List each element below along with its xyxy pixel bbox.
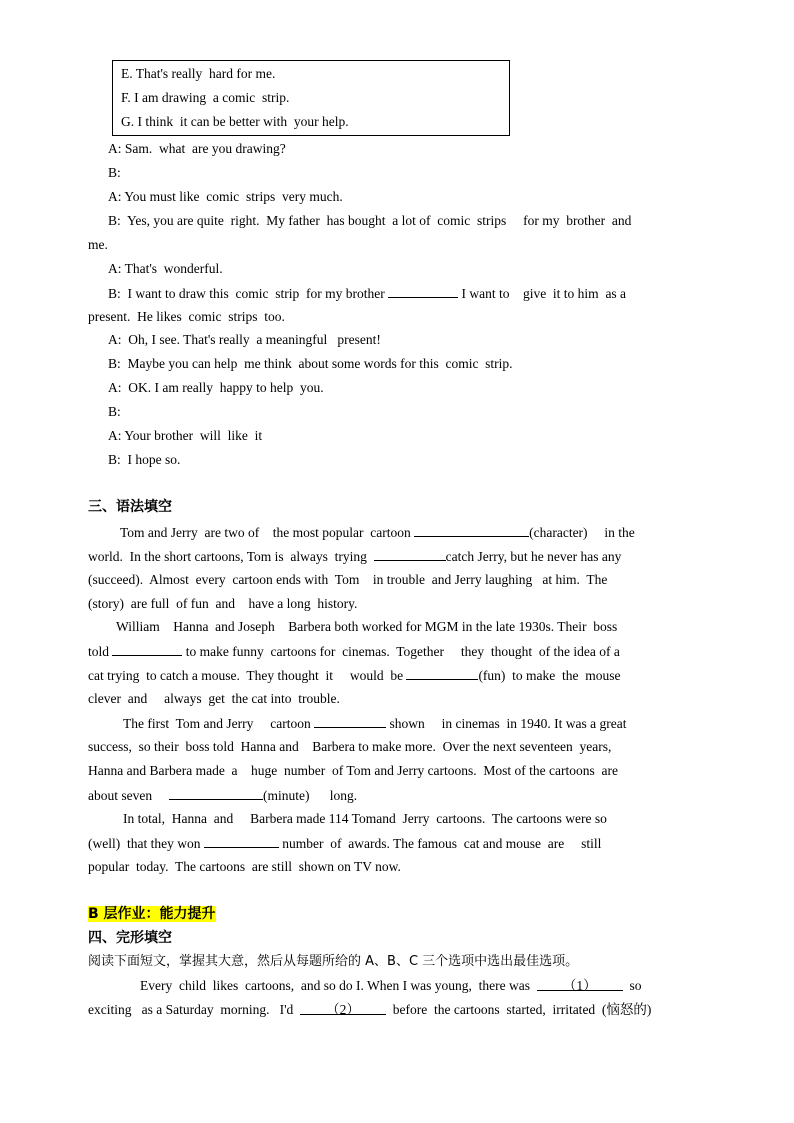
passage-line bbox=[88, 547, 621, 566]
dialogue-line bbox=[108, 284, 626, 303]
passage-text: The first Tom and Jerry cartoon bbox=[123, 716, 315, 731]
instruction-text: 阅读下面短文，掌握其大意，然后从每题所给的 A、B、C 三个选项中选出最佳选项。 bbox=[88, 954, 579, 969]
dialogue-text: I want to give it to him as a bbox=[458, 286, 627, 301]
option-g: G. I think it can be better with your help. bbox=[121, 114, 349, 129]
passage-line bbox=[120, 523, 635, 542]
dialogue-line: A: You must like comic strips very much. bbox=[108, 189, 343, 204]
dialogue-text: B: I want to draw this comic strip for my brother bbox=[108, 286, 389, 301]
dialogue-line: me. bbox=[88, 237, 108, 252]
highlighted-label: B 层作业：能力提升 bbox=[88, 906, 216, 922]
dialogue-line: A: Sam. what are you drawing? bbox=[108, 141, 286, 156]
passage-text: (fun) to make the mouse bbox=[478, 668, 621, 683]
passage-line: popular today. The cartoons are still shown on TV now. bbox=[88, 859, 401, 874]
cloze-blank-2[interactable]: （2） bbox=[300, 1001, 386, 1015]
passage-text: cat trying to catch a mouse. They thought it would be bbox=[88, 668, 407, 683]
passage-line: success, so their boss told Hanna and Barbera to make more. Over the next seventeen years, bbox=[88, 739, 612, 754]
dialogue-line: A: Oh, I see. That's really a meaningful present! bbox=[108, 332, 381, 347]
dialogue-line: A: Your brother will like it bbox=[108, 428, 263, 443]
passage-text: so bbox=[622, 978, 642, 993]
passage-text: world. In the short cartoons, Tom is always trying bbox=[88, 549, 374, 564]
passage-line bbox=[123, 714, 626, 733]
dialogue-line: B: Maybe you can help me think about some words for this comic strip. bbox=[108, 356, 513, 371]
passage-text: (minute) long. bbox=[262, 788, 358, 803]
dialogue-line: A: OK. I am really happy to help you. bbox=[108, 380, 324, 395]
passage-text: about seven bbox=[88, 788, 169, 803]
answer-blank[interactable] bbox=[374, 547, 446, 561]
dialogue-line: B: Yes, you are quite right. My father has bought a lot of comic strips for my brother and bbox=[108, 213, 632, 228]
passage-line: clever and always get the cat into trouble. bbox=[88, 691, 340, 706]
passage-line bbox=[88, 834, 601, 853]
passage-text: before the cartoons started, irritated (恼怒的) bbox=[386, 1002, 652, 1017]
passage-line bbox=[88, 786, 357, 805]
answer-blank[interactable] bbox=[414, 523, 529, 537]
answer-blank[interactable] bbox=[314, 714, 386, 728]
passage-text: to make funny cartoons for cinemas. Together they thought of the idea of a bbox=[182, 644, 620, 659]
dialogue-line: B: bbox=[108, 404, 121, 419]
passage-line bbox=[88, 666, 621, 685]
homework-level-label bbox=[88, 905, 216, 923]
answer-blank[interactable] bbox=[112, 642, 182, 656]
answer-blank[interactable] bbox=[388, 284, 458, 298]
passage-text: Every child likes cartoons, and so do I. When I was young, there was bbox=[140, 978, 537, 993]
option-f: F. I am drawing a comic strip. bbox=[121, 90, 290, 105]
dialogue-line: B: bbox=[108, 165, 121, 180]
passage-text: catch Jerry, but he never has any bbox=[445, 549, 622, 564]
answer-blank[interactable] bbox=[406, 666, 478, 680]
dialogue-line: B: I hope so. bbox=[108, 452, 181, 467]
passage-text: (well) that they won bbox=[88, 836, 204, 851]
answer-blank[interactable] bbox=[169, 786, 263, 800]
passage-line: In total, Hanna and Barbera made 114 Tomand Jerry cartoons. The cartoons were so bbox=[123, 811, 607, 826]
passage-line bbox=[88, 642, 620, 661]
passage-text: number of awards. The famous cat and mouse are still bbox=[278, 836, 602, 851]
passage-text: exciting as a Saturday morning. I'd bbox=[88, 1002, 301, 1017]
passage-line bbox=[88, 1001, 651, 1019]
passage-line bbox=[140, 977, 642, 995]
passage-line: Hanna and Barbera made a huge number of Tom and Jerry cartoons. Most of the cartoons are bbox=[88, 763, 619, 778]
passage-line: William Hanna and Joseph Barbera both worked for MGM in the late 1930s. Their boss bbox=[116, 619, 618, 634]
section-title: 四、完形填空 bbox=[88, 930, 172, 946]
passage-text: told bbox=[88, 644, 113, 659]
option-e: E. That's really hard for me. bbox=[121, 66, 276, 81]
passage-text: (character) in the bbox=[529, 525, 635, 540]
passage-text: Tom and Jerry are two of the most popular cartoon bbox=[120, 525, 415, 540]
dialogue-line: A: That's wonderful. bbox=[108, 261, 223, 276]
passage-line: (succeed). Almost every cartoon ends with Tom in trouble and Jerry laughing at him. The bbox=[88, 572, 608, 587]
section-title: 三、语法填空 bbox=[88, 499, 172, 515]
dialogue-line: present. He likes comic strips too. bbox=[88, 309, 285, 324]
answer-blank[interactable] bbox=[204, 834, 279, 848]
passage-text: shown in cinemas in 1940. It was a great bbox=[386, 716, 627, 731]
passage-line: (story) are full of fun and have a long history. bbox=[88, 596, 358, 611]
cloze-blank-1[interactable]: （1） bbox=[537, 977, 623, 991]
